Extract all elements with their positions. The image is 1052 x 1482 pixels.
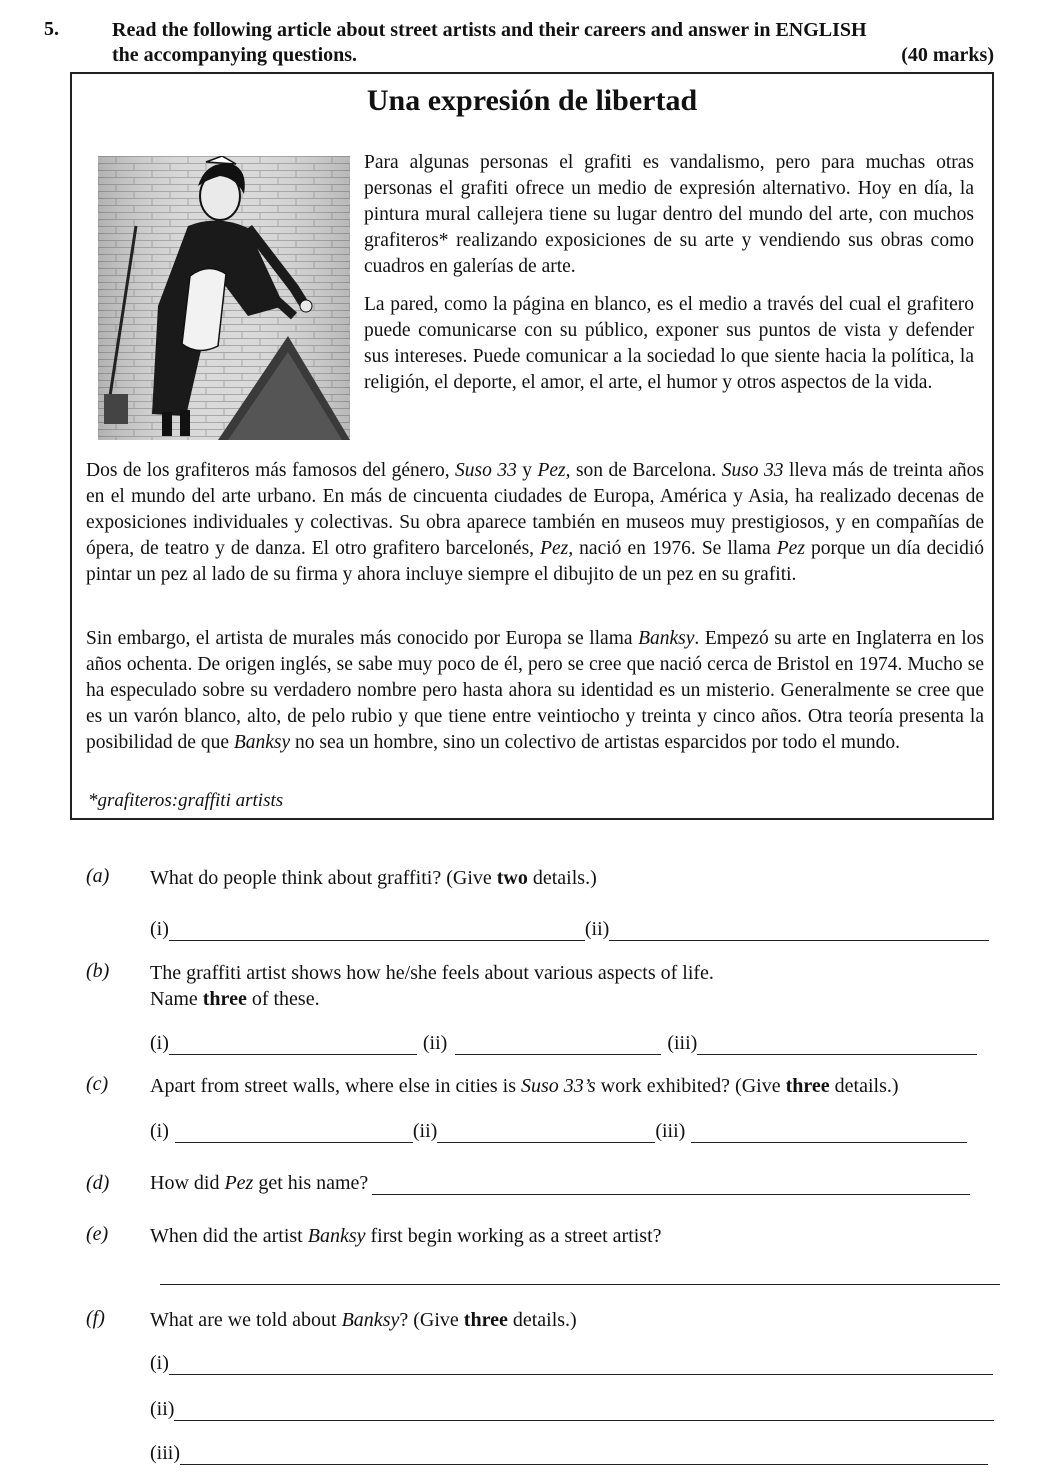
answer-b-iii-field[interactable] bbox=[697, 1034, 977, 1055]
question-b-text: The graffiti artist shows how he/she feels about various aspects of life. Name three of these. bbox=[150, 962, 714, 1010]
answer-f-i-field[interactable] bbox=[169, 1354, 993, 1375]
question-d-row bbox=[150, 1172, 970, 1195]
question-a-text: What do people think about graffiti? (Give two details.) bbox=[150, 867, 597, 889]
paragraph-3: Dos de los grafiteros más famosos del género, Suso 33 y Pez, son de Barcelona. Suso 33 lleva más de treinta años en el mundo del arte urbano. En más de cincuenta ciudades de Europa, América y Asia, ha realizado decenas de exposiciones individuales y colectivas. Su obra aparece también en museos muy prestigiosos, y en compañías de ópera, de teatro y de danza. El otro grafitero barcelonés, Pez, nació en 1976. Se llama Pez porque un día decidió pintar un pez al lado de su firma y ahora incluye siempre el dibujito de un pez en su grafiti. bbox=[86, 460, 985, 585]
answer-a-i-field[interactable] bbox=[169, 920, 585, 941]
footnote: *grafiteros:graffiti artists bbox=[88, 790, 284, 811]
answer-b-ii-field[interactable] bbox=[455, 1034, 661, 1055]
answer-c-i-field[interactable] bbox=[175, 1122, 413, 1143]
answer-c-row: (i) (ii) (iii) bbox=[150, 1120, 967, 1143]
answer-a-row: (i) (ii) bbox=[150, 918, 989, 941]
graffiti-maid-photo bbox=[98, 156, 350, 440]
answer-f-ii-row: (ii) bbox=[150, 1398, 994, 1421]
answer-b-i-field[interactable] bbox=[169, 1034, 417, 1055]
question-number: 5. bbox=[44, 18, 59, 40]
paragraph-1: Para algunas personas el grafiti es vandalismo, pero para muchas otras personas el grafiti ofrece un medio de expresión alternativo. Hoy en día, la pintura mural callejera tiene su lugar dentro del mundo del arte, con muchos grafiteros* realizando exposiciones de su arte y vendiendo sus obras como cuadros en galerías de arte. bbox=[364, 152, 974, 277]
instruction-line-2: the accompanying questions. bbox=[112, 44, 358, 66]
article-box bbox=[70, 72, 994, 820]
instructions bbox=[112, 18, 994, 68]
question-e-letter: (e) bbox=[86, 1223, 109, 1245]
answer-e-field[interactable] bbox=[160, 1284, 1000, 1285]
question-c-text: Apart from street walls, where else in cities is Suso 33’s work exhibited? (Give three details.) bbox=[150, 1075, 899, 1097]
question-d-letter: (d) bbox=[86, 1172, 110, 1194]
answer-f-iii-field[interactable] bbox=[180, 1444, 988, 1465]
answer-f-i-row: (i) bbox=[150, 1352, 993, 1375]
answer-f-ii-field[interactable] bbox=[174, 1400, 994, 1421]
answer-a-ii-field[interactable] bbox=[609, 920, 989, 941]
answer-c-ii-field[interactable] bbox=[437, 1122, 655, 1143]
question-e-text: When did the artist Banksy first begin working as a street artist? bbox=[150, 1225, 662, 1247]
answer-b-row: (i) (ii) (iii) bbox=[150, 1032, 977, 1055]
question-f-letter: (f) bbox=[86, 1307, 105, 1329]
answer-d-field[interactable] bbox=[372, 1174, 970, 1195]
instruction-line-1: Read the following article about street artists and their careers and answer in ENGLISH bbox=[112, 19, 867, 41]
question-d-text: How did Pez get his name? bbox=[150, 1172, 369, 1194]
answer-f-iii-row: (iii) bbox=[150, 1442, 988, 1465]
question-b-letter: (b) bbox=[86, 960, 110, 982]
question-a-letter: (a) bbox=[86, 865, 110, 887]
paragraph-4: Sin embargo, el artista de murales más conocido por Europa se llama Banksy. Empezó su arte en Inglaterra en los años ochenta. De origen inglés, se sabe muy poco de él, pero se cree que nació cerca de Bristol en 1974. Mucho se ha especulado sobre su verdadero nombre pero hasta ahora su identidad es un misterio. Generalmente se cree que es un varón blanco, alto, de pelo rubio y que tiene entre veintiocho y treinta y cinco años. Otra teoría presenta la posibilidad de que Banksy no sea un hombre, sino un colectivo de artistas esparcidos por todo el mundo. bbox=[86, 628, 984, 753]
question-f-text: What are we told about Banksy? (Give three details.) bbox=[150, 1309, 577, 1331]
article-title: Una expresión de libertad bbox=[366, 84, 698, 117]
answer-c-iii-field[interactable] bbox=[691, 1122, 967, 1143]
question-c-letter: (c) bbox=[86, 1073, 109, 1095]
paragraph-2: La pared, como la página en blanco, es el medio a través del cual el grafitero puede comunicarse con su público, exponer sus puntos de vista y defender sus intereses. Puede comunicar a la sociedad lo que siente hacia la política, la religión, el deporte, el amor, el arte, el humor y otros aspectos de la vida. bbox=[364, 294, 974, 393]
marks-label: (40 marks) bbox=[901, 44, 994, 66]
